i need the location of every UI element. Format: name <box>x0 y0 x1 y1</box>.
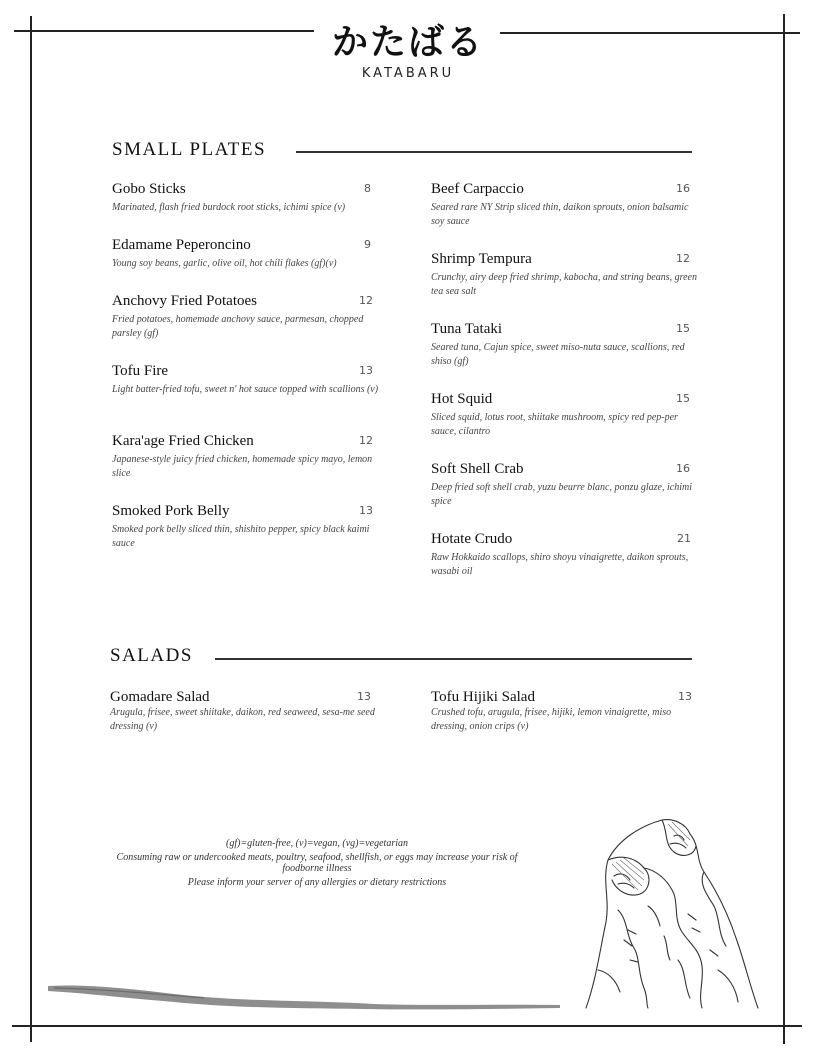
menu-item-description: Arugula, frisee, sweet shiitake, daikon, red seaweed, sesa-me seed dressing (v) <box>110 707 375 732</box>
menu-item-name: Tuna Tataki <box>431 321 503 337</box>
menu-item-description: Smoked pork belly sliced thin, shishito pepper, spicy black kaimi sauce <box>112 524 370 549</box>
menu-item-price: 12 <box>359 434 373 447</box>
menu-item-description: Crunchy, airy deep fried shrimp, kabocha, and string beans, green tea sea salt <box>431 272 697 297</box>
section-rule-small-plates <box>296 151 692 153</box>
menu-item-price: 13 <box>678 690 692 703</box>
menu-item <box>431 180 701 229</box>
menu-item-description: Seared rare NY Strip sliced thin, daikon sprouts, onion balsamic soy sauce <box>431 202 689 227</box>
menu-item-name: Hotate Crudo <box>431 531 513 547</box>
section-rule-salads <box>215 658 692 660</box>
menu-item-price: 13 <box>359 504 373 517</box>
frame-right <box>783 14 785 1044</box>
allergy-notice: Please inform your server of any allergies or dietary restrictions <box>187 877 447 888</box>
section-title-small-plates: SMALL PLATES <box>112 139 267 160</box>
logo-english: KATABARU <box>361 66 455 81</box>
menu-item-name: Tofu Fire <box>112 363 169 379</box>
menu-item-description: Marinated, flash fried burdock root sticks, ichimi spice (v) <box>112 202 346 213</box>
menu-item-description: Light batter-fried tofu, sweet n' hot sauce topped with scallions (v) <box>112 384 379 395</box>
footnotes <box>112 838 522 891</box>
menu-item <box>112 292 382 341</box>
menu-item <box>431 688 701 734</box>
menu-item <box>112 432 382 481</box>
section-title-salads: SALADS <box>110 645 193 666</box>
menu-item-price: 12 <box>676 252 690 265</box>
menu-item-price: 15 <box>676 322 690 335</box>
menu-item-name: Gobo Sticks <box>112 181 186 197</box>
menu-item <box>112 236 382 271</box>
menu-item <box>112 180 382 215</box>
menu-item-description: Sliced squid, lotus root, shiitake mushroom, spicy red pep-per sauce, cilantro <box>431 412 678 437</box>
menu-item <box>431 250 701 299</box>
menu-item-price: 13 <box>359 364 373 377</box>
frame-bottom <box>12 1025 802 1027</box>
menu-item <box>110 688 380 734</box>
menu-item-description: Crushed tofu, arugula, frisee, hijiki, lemon vinaigrette, miso dressing, onion crips (v) <box>431 707 672 732</box>
menu-item-description: Fried potatoes, homemade anchovy sauce, parmesan, chopped parsley (gf) <box>112 314 364 339</box>
menu-item-name: Soft Shell Crab <box>431 461 524 477</box>
menu-item <box>431 460 701 509</box>
menu-item-price: 8 <box>364 182 371 195</box>
menu-item-name: Smoked Pork Belly <box>112 503 230 519</box>
menu-item-description: Seared tuna, Cajun spice, sweet miso-nuta sauce, scallions, red shiso (gf) <box>431 342 685 367</box>
menu-item-name: Beef Carpaccio <box>431 181 524 197</box>
menu-item-price: 16 <box>676 182 690 195</box>
menu-item-description: Raw Hokkaido scallops, shiro shoyu vinaigrette, daikon sprouts, wasabi oil <box>431 552 689 577</box>
frame-left <box>30 16 32 1042</box>
rock-illustration <box>578 810 768 1015</box>
menu-item-name: Hot Squid <box>431 391 493 407</box>
menu-item <box>431 530 701 579</box>
frame-top-left <box>14 30 314 32</box>
menu-item-name: Shrimp Tempura <box>431 251 532 267</box>
menu-item-price: 21 <box>677 532 691 545</box>
menu-item <box>431 390 701 439</box>
dietary-legend: (gf)=gluten-free, (v)=vegan, (vg)=vegetarian <box>225 838 409 849</box>
menu-item-price: 13 <box>357 690 371 703</box>
logo-japanese: かたばる <box>331 22 484 63</box>
menu-item-price: 15 <box>676 392 690 405</box>
menu-item-name: Gomadare Salad <box>110 689 210 705</box>
menu-item-name: Edamame Peperoncino <box>112 237 251 253</box>
menu-item-description: Japanese-style juicy fried chicken, homemade spicy mayo, lemon slice <box>112 454 373 479</box>
frame-top-right <box>500 32 800 34</box>
menu-item-price: 16 <box>676 462 690 475</box>
brush-stroke-decoration <box>44 978 564 1012</box>
menu-item-price: 12 <box>359 294 373 307</box>
menu-item-description: Young soy beans, garlic, olive oil, hot chili flakes (gf)(v) <box>112 258 337 269</box>
menu-item <box>112 362 382 397</box>
menu-item-name: Kara'age Fried Chicken <box>112 433 254 449</box>
menu-item-description: Deep fried soft shell crab, yuzu beurre blanc, ponzu glaze, ichimi spice <box>431 482 692 507</box>
menu-item-name: Tofu Hijiki Salad <box>431 689 535 705</box>
menu-item <box>431 320 701 369</box>
menu-item-price: 9 <box>364 238 371 251</box>
menu-item <box>112 502 382 551</box>
food-safety-warning: Consuming raw or undercooked meats, poultry, seafood, shellfish, or eggs may increase your risk of foodborne illness <box>116 852 518 874</box>
menu-item-name: Anchovy Fried Potatoes <box>112 293 257 309</box>
